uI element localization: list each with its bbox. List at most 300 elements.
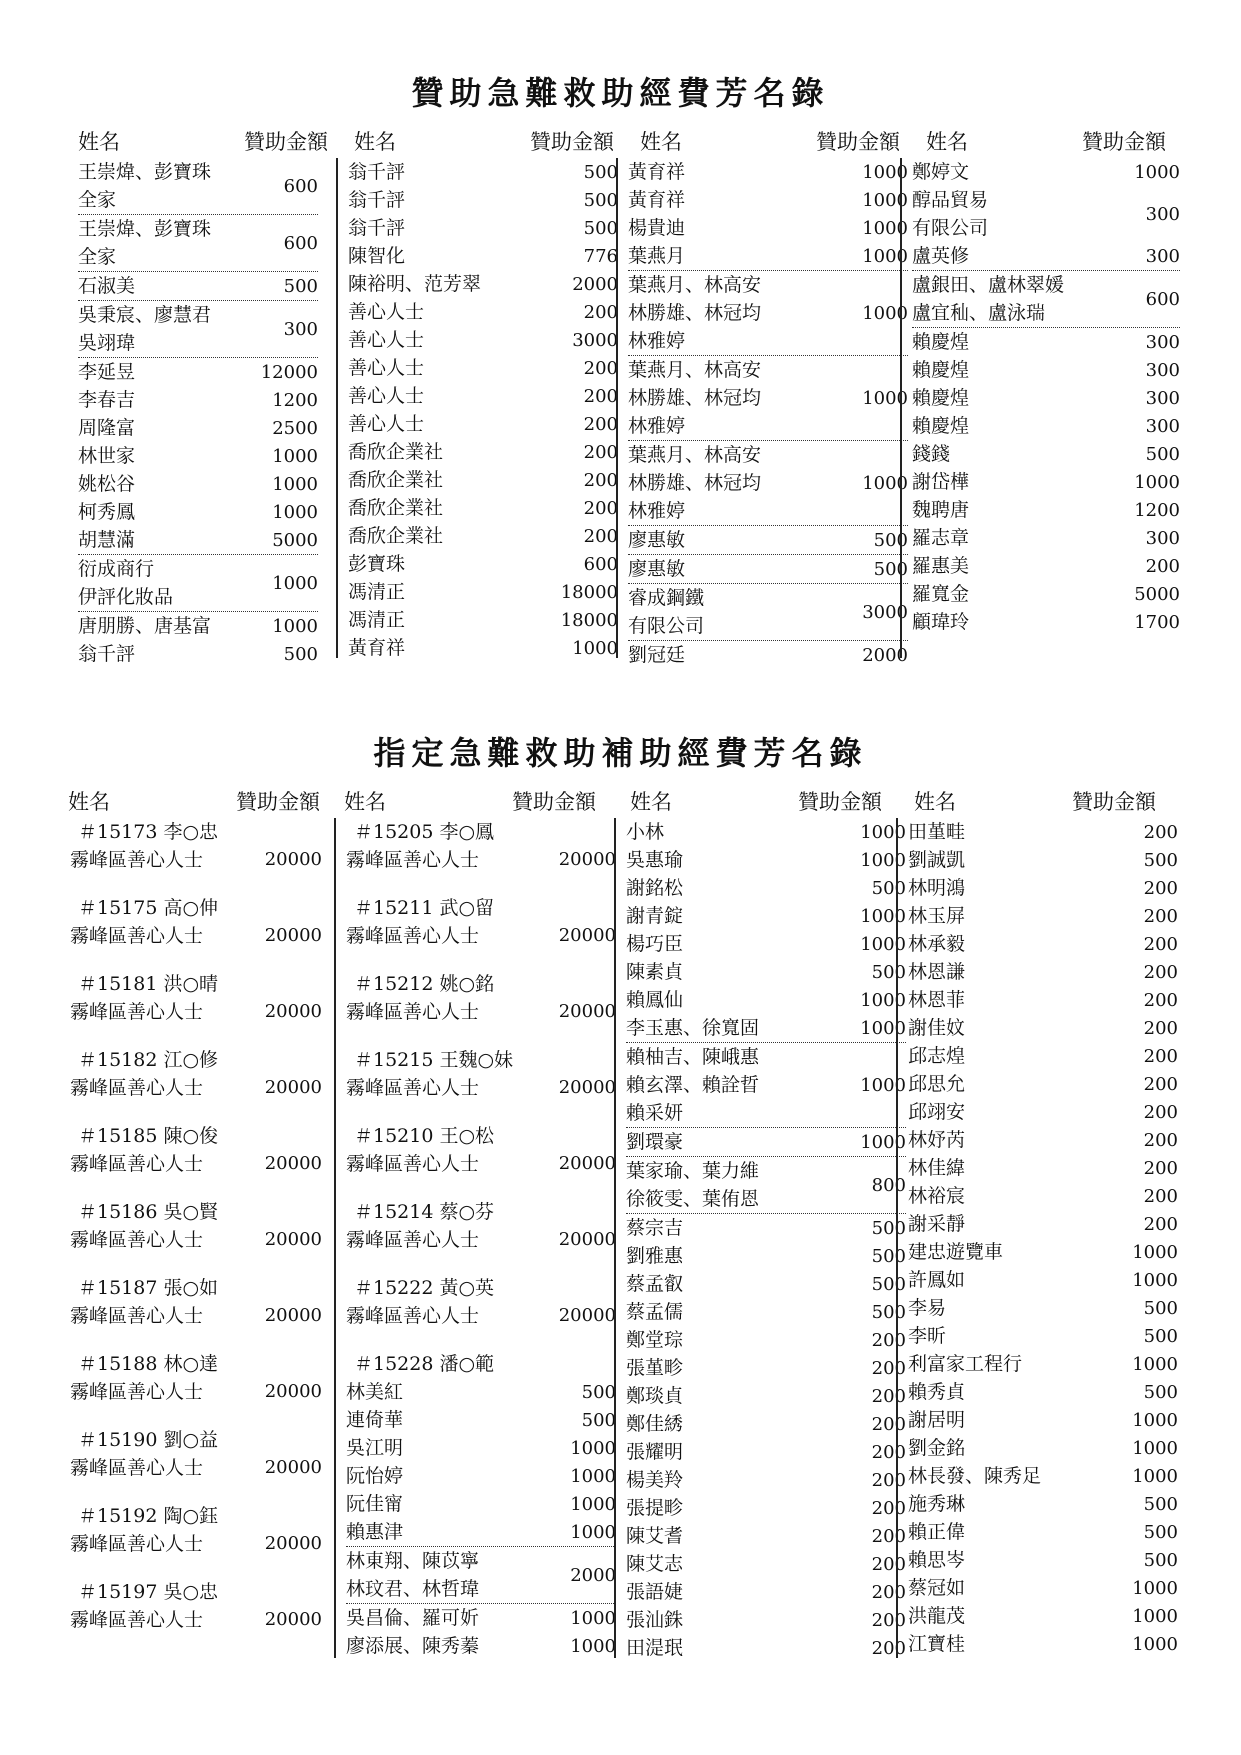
donor-entry xyxy=(908,930,1178,958)
donor-names xyxy=(908,846,1088,874)
donor-name: 蔡孟儒 xyxy=(626,1301,684,1323)
donor-name: 楊巧臣 xyxy=(626,933,684,955)
donor-name: 賴秀貞 xyxy=(908,1381,966,1403)
donor-name: 謝采靜 xyxy=(908,1213,966,1235)
donor-names xyxy=(78,414,228,442)
donor-name: 陳艾耆 xyxy=(626,1525,684,1547)
donor-entry xyxy=(628,271,908,356)
donor-name: 衍成商行 xyxy=(78,558,155,580)
donation-amount: 200 xyxy=(583,385,618,407)
donor-entry xyxy=(78,470,318,498)
donor-names xyxy=(78,498,228,526)
donor-entry xyxy=(78,301,318,358)
donor-name: 黃育祥 xyxy=(348,637,406,659)
case-number: ＃15215 王魏○妹 xyxy=(354,1049,514,1071)
donor-entry xyxy=(908,1210,1178,1238)
donor-names xyxy=(626,846,816,874)
case-donor-row xyxy=(70,1530,322,1558)
donor-name: 謝岱樺 xyxy=(912,471,970,493)
donor-name: 有限公司 xyxy=(912,217,989,239)
donor-names xyxy=(912,580,1090,608)
donor-entry xyxy=(626,1014,906,1043)
donor-entry xyxy=(346,1434,616,1462)
donation-amount: 200 xyxy=(1143,821,1178,843)
donation-amount: 200 xyxy=(871,1385,906,1407)
donor-entry xyxy=(348,214,618,242)
donation-amount: 500 xyxy=(583,161,618,183)
donor-names xyxy=(908,1294,1088,1322)
donor-names xyxy=(78,158,228,214)
donor-names xyxy=(346,1490,526,1518)
donor-entry xyxy=(908,1294,1178,1322)
donor-name: 霧峰區善心人士 xyxy=(70,925,204,947)
donor-entry xyxy=(626,1606,906,1634)
donor-name: 吳翊瑋 xyxy=(78,332,136,354)
donor-entry xyxy=(912,328,1180,356)
amount-header: 贊助金額 xyxy=(236,790,320,814)
donor-entry xyxy=(628,158,908,186)
donor-name: 胡慧滿 xyxy=(78,529,136,551)
donation-amount: 1700 xyxy=(1134,611,1180,633)
donor-column xyxy=(614,818,906,1658)
name-header: 姓名 xyxy=(354,130,396,154)
donor-entry xyxy=(628,441,908,526)
donor-entry xyxy=(626,1382,906,1410)
donor-name: 醇品貿易 xyxy=(912,189,989,211)
donation-amount: 500 xyxy=(581,1381,616,1403)
donation-amount: 200 xyxy=(871,1553,906,1575)
donor-name: 唐朋勝、唐基富 xyxy=(78,615,212,637)
donor-entry xyxy=(908,1322,1178,1350)
donor-entry xyxy=(346,1378,616,1406)
donor-name: 林承毅 xyxy=(908,933,966,955)
donor-names xyxy=(346,1378,526,1406)
donation-amount: 200 xyxy=(871,1581,906,1603)
donor-entry xyxy=(908,1574,1178,1602)
donor-name: 賴慶煌 xyxy=(912,387,970,409)
donor-entry xyxy=(908,1126,1178,1154)
donor-entry xyxy=(78,386,318,414)
donor-name: 善心人士 xyxy=(348,357,425,379)
donor-name: 喬欣企業社 xyxy=(348,525,444,547)
donation-amount: 1000 xyxy=(570,1635,616,1657)
donor-entry xyxy=(908,902,1178,930)
donor-entry xyxy=(348,410,618,438)
donor-entry xyxy=(346,1518,616,1547)
donation-amount: 1000 xyxy=(860,849,906,871)
amount-header: 贊助金額 xyxy=(816,130,900,154)
donor-entry xyxy=(628,526,908,555)
donor-entry xyxy=(348,270,618,298)
donor-names xyxy=(908,1350,1088,1378)
donor-names xyxy=(626,958,816,986)
donor-names xyxy=(912,328,1090,356)
donor-entry xyxy=(912,412,1180,440)
case-entry xyxy=(70,818,322,874)
donation-amount: 1000 xyxy=(1132,1269,1178,1291)
donor-name: 賴柚吉、陳峨惠 xyxy=(626,1046,760,1068)
case-entry xyxy=(70,1046,322,1102)
donation-amount: 20000 xyxy=(264,1229,322,1250)
case-entry xyxy=(346,1122,616,1178)
case-donor-row xyxy=(346,1074,616,1102)
donation-amount: 500 xyxy=(283,275,318,297)
donor-names xyxy=(78,555,228,611)
donor-name: 廖添展、陳秀蓁 xyxy=(346,1635,480,1657)
donation-amount: 2000 xyxy=(862,644,908,666)
donor-entry xyxy=(626,1326,906,1354)
donor-entry xyxy=(908,958,1178,986)
donor-entry xyxy=(908,1182,1178,1210)
donation-amount: 3000 xyxy=(572,329,618,351)
donor-names xyxy=(912,242,1090,270)
donation-amount: 1000 xyxy=(272,445,318,467)
donation-amount: 20000 xyxy=(264,1533,322,1554)
donor-entry xyxy=(346,1462,616,1490)
case-entry xyxy=(346,818,616,874)
donor-name: 喬欣企業社 xyxy=(348,441,444,463)
donor-entry xyxy=(348,354,618,382)
donor-name: 張耀明 xyxy=(626,1441,684,1463)
donor-entry xyxy=(908,1546,1178,1574)
donation-amount: 12000 xyxy=(260,361,318,383)
donor-entry xyxy=(908,986,1178,1014)
name-header: 姓名 xyxy=(78,130,120,154)
donor-names xyxy=(346,1604,526,1632)
donor-name: 林玉屏 xyxy=(908,905,966,927)
case-column xyxy=(70,818,322,1658)
donation-amount: 500 xyxy=(1143,1325,1178,1347)
donation-amount: 200 xyxy=(871,1609,906,1631)
donor-entry xyxy=(626,902,906,930)
donor-names xyxy=(348,214,528,242)
donor-names xyxy=(626,1043,816,1127)
donor-entry xyxy=(912,186,1180,242)
donor-names xyxy=(626,1326,816,1354)
donation-amount: 1000 xyxy=(1132,1465,1178,1487)
donor-name: 謝佳妏 xyxy=(908,1017,966,1039)
donor-names xyxy=(912,608,1090,636)
donor-entry xyxy=(348,298,618,326)
donor-name: 馮清正 xyxy=(348,581,406,603)
donor-names xyxy=(626,1354,816,1382)
donor-name: 善心人士 xyxy=(348,413,425,435)
donor-names xyxy=(912,186,1090,242)
donor-entry xyxy=(908,1042,1178,1070)
donor-entry xyxy=(628,242,908,271)
donation-amount: 500 xyxy=(1145,443,1180,465)
donation-amount: 1000 xyxy=(1134,161,1180,183)
donor-entry xyxy=(908,1490,1178,1518)
donation-amount: 1000 xyxy=(570,1521,616,1543)
donor-entry xyxy=(626,1522,906,1550)
donation-amount: 200 xyxy=(1143,961,1178,983)
donor-name: 霧峰區善心人士 xyxy=(346,1001,480,1023)
donor-name: 林雅婷 xyxy=(628,415,686,437)
donor-entry xyxy=(348,326,618,354)
case-donor-row xyxy=(70,998,322,1026)
donation-amount: 1000 xyxy=(860,821,906,843)
case-donor-row xyxy=(346,846,616,874)
donor-names xyxy=(628,158,818,186)
donor-name: 喬欣企業社 xyxy=(348,469,444,491)
donation-amount: 200 xyxy=(1143,933,1178,955)
case-number: ＃15228 潘○範 xyxy=(354,1353,495,1375)
donor-entry xyxy=(908,1630,1178,1658)
donor-names xyxy=(346,1632,526,1660)
donor-entry xyxy=(348,466,618,494)
donor-name: 施秀琳 xyxy=(908,1493,966,1515)
donation-amount: 500 xyxy=(583,217,618,239)
donor-name: 李玉惠、徐寬固 xyxy=(626,1017,760,1039)
donor-entry xyxy=(908,1098,1178,1126)
donation-amount: 20000 xyxy=(264,1457,322,1478)
donor-entry xyxy=(912,496,1180,524)
donor-entry xyxy=(912,524,1180,552)
donor-name: 徐筱雯、葉侑恩 xyxy=(626,1188,760,1210)
donation-amount: 500 xyxy=(1143,1381,1178,1403)
donor-entry xyxy=(78,215,318,272)
donation-amount: 1000 xyxy=(570,1607,616,1629)
donation-amount: 200 xyxy=(871,1525,906,1547)
donor-name: 霧峰區善心人士 xyxy=(346,925,480,947)
donor-name: 劉雅惠 xyxy=(626,1245,684,1267)
donation-amount: 500 xyxy=(283,643,318,665)
donor-names xyxy=(912,468,1090,496)
donor-names xyxy=(626,1242,816,1270)
donation-amount: 1000 xyxy=(860,933,906,955)
donation-amount: 5000 xyxy=(1134,583,1180,605)
donation-amount: 20000 xyxy=(558,849,616,870)
donor-entry xyxy=(628,584,908,641)
donation-amount: 200 xyxy=(1143,1017,1178,1039)
donor-name: 賴慶煌 xyxy=(912,359,970,381)
donor-names xyxy=(626,1157,816,1213)
column-header xyxy=(344,788,596,816)
donor-entry xyxy=(912,552,1180,580)
case-donor-row xyxy=(70,1150,322,1178)
donation-amount: 200 xyxy=(1143,1129,1178,1151)
column-header xyxy=(914,788,1156,816)
donor-name: 葉燕月 xyxy=(628,245,686,267)
name-header: 姓名 xyxy=(640,130,682,154)
donor-entry xyxy=(908,846,1178,874)
donor-entry xyxy=(626,1634,906,1662)
donor-name: 連倚華 xyxy=(346,1409,404,1431)
sponsor-section xyxy=(0,70,1241,666)
donor-name: 賴思岑 xyxy=(908,1549,966,1571)
column-header xyxy=(78,128,328,156)
donor-name: 盧宜秈、盧泳瑞 xyxy=(912,302,1046,324)
case-number: ＃15182 江○修 xyxy=(78,1049,219,1071)
donor-name: 翁千評 xyxy=(78,643,136,665)
donation-amount: 200 xyxy=(1143,989,1178,1011)
amount-header: 贊助金額 xyxy=(530,130,614,154)
column-header xyxy=(630,788,882,816)
donation-amount: 1000 xyxy=(860,1017,906,1039)
donor-name: 翁千評 xyxy=(348,217,406,239)
donor-column xyxy=(616,158,908,666)
donor-names xyxy=(908,930,1088,958)
donor-names xyxy=(912,412,1090,440)
donor-name: 霧峰區善心人士 xyxy=(70,1457,204,1479)
donor-entry xyxy=(348,438,618,466)
donation-amount: 18000 xyxy=(560,609,618,631)
donor-entry xyxy=(348,550,618,578)
donor-names xyxy=(78,301,228,357)
donation-amount: 20000 xyxy=(558,1305,616,1326)
donor-names xyxy=(626,1410,816,1438)
donor-names xyxy=(908,1098,1088,1126)
donor-entry xyxy=(628,214,908,242)
donor-names xyxy=(628,441,818,525)
donation-amount: 1000 xyxy=(570,1465,616,1487)
donation-amount: 600 xyxy=(283,232,318,254)
donor-names xyxy=(626,1298,816,1326)
donor-name: 全家 xyxy=(78,246,117,268)
case-number: ＃15187 張○如 xyxy=(78,1277,219,1299)
donation-amount: 1000 xyxy=(862,302,908,324)
donation-amount: 300 xyxy=(1145,415,1180,437)
donor-names xyxy=(626,818,816,846)
donation-amount: 20000 xyxy=(558,1229,616,1250)
donor-name: 林雅婷 xyxy=(628,330,686,352)
donor-name: 顧瑋玲 xyxy=(912,611,970,633)
donation-amount: 200 xyxy=(1143,905,1178,927)
donor-name: 林勝雄、林冠均 xyxy=(628,302,762,324)
donor-names xyxy=(908,958,1088,986)
donor-names xyxy=(908,818,1088,846)
donation-amount: 200 xyxy=(1143,1157,1178,1179)
donor-entry xyxy=(626,874,906,902)
case-number: ＃15197 吳○忠 xyxy=(78,1581,219,1603)
donor-name: 黃育祥 xyxy=(628,189,686,211)
case-donor-row xyxy=(70,846,322,874)
case-number: ＃15222 黃○英 xyxy=(354,1277,495,1299)
donor-name: 林恩謙 xyxy=(908,961,966,983)
donor-name: 羅惠美 xyxy=(912,555,970,577)
donation-amount: 1000 xyxy=(862,387,908,409)
donor-names xyxy=(908,1014,1088,1042)
donor-names xyxy=(908,1406,1088,1434)
case-donor-row xyxy=(70,1226,322,1254)
donor-name: 阮佳甯 xyxy=(346,1493,404,1515)
donor-entry xyxy=(78,272,318,301)
donor-names xyxy=(908,1266,1088,1294)
donation-amount: 20000 xyxy=(264,1381,322,1402)
donor-name: 劉冠廷 xyxy=(628,644,686,666)
donor-names xyxy=(908,1322,1088,1350)
donation-amount: 1000 xyxy=(1132,1605,1178,1627)
donor-entry xyxy=(912,608,1180,636)
donor-entry xyxy=(346,1490,616,1518)
donor-names xyxy=(626,902,816,930)
donor-names xyxy=(348,410,528,438)
donor-name: 邱翊安 xyxy=(908,1101,966,1123)
donor-names xyxy=(626,930,816,958)
donor-names xyxy=(348,522,528,550)
donor-names xyxy=(346,1462,526,1490)
case-donor-row xyxy=(70,1074,322,1102)
donor-names xyxy=(908,1238,1088,1266)
donation-amount: 500 xyxy=(871,1301,906,1323)
donation-amount: 500 xyxy=(583,189,618,211)
donor-name: 林雅婷 xyxy=(628,500,686,522)
donor-entry xyxy=(78,640,318,668)
name-header: 姓名 xyxy=(926,130,968,154)
donation-amount: 500 xyxy=(1143,849,1178,871)
donor-name: 林佳緯 xyxy=(908,1157,966,1179)
donor-name: 陳素貞 xyxy=(626,961,684,983)
donor-name: 王崇煒、彭寶珠 xyxy=(78,161,212,183)
donor-name: 楊美羚 xyxy=(626,1469,684,1491)
name-header: 姓名 xyxy=(68,790,110,814)
donation-amount: 200 xyxy=(871,1441,906,1463)
donation-amount: 20000 xyxy=(264,1001,322,1022)
donor-names xyxy=(78,442,228,470)
donor-entry xyxy=(626,958,906,986)
case-entry xyxy=(346,1350,616,1378)
donor-name: 謝居明 xyxy=(908,1409,966,1431)
donation-amount: 200 xyxy=(583,497,618,519)
donor-entry xyxy=(908,1462,1178,1490)
donor-name: 霧峰區善心人士 xyxy=(346,1229,480,1251)
donor-names xyxy=(626,874,816,902)
donor-entry xyxy=(626,1128,906,1157)
donor-names xyxy=(348,550,528,578)
case-number: ＃15173 李○忠 xyxy=(78,821,219,843)
donor-entry xyxy=(78,498,318,526)
donor-name: 許鳳如 xyxy=(908,1269,966,1291)
donor-name: 謝銘松 xyxy=(626,877,684,899)
donation-amount: 500 xyxy=(871,1217,906,1239)
donation-amount: 20000 xyxy=(558,1077,616,1098)
donor-entry xyxy=(908,1266,1178,1294)
case-entry xyxy=(70,894,322,950)
donor-name: 翁千評 xyxy=(348,161,406,183)
case-number: ＃15210 王○松 xyxy=(354,1125,495,1147)
donor-entry xyxy=(78,442,318,470)
donor-name: 盧英修 xyxy=(912,245,970,267)
donor-entry xyxy=(346,1604,616,1632)
donation-amount: 2000 xyxy=(570,1564,616,1586)
donor-names xyxy=(348,438,528,466)
case-entry xyxy=(70,970,322,1026)
donor-name: 廖惠敏 xyxy=(628,529,686,551)
donor-entry xyxy=(346,1632,616,1660)
donor-name: 葉家瑜、葉力維 xyxy=(626,1160,760,1182)
donor-name: 李延昱 xyxy=(78,361,136,383)
donor-name: 霧峰區善心人士 xyxy=(346,1077,480,1099)
donor-names xyxy=(908,1126,1088,1154)
donor-names xyxy=(908,1182,1088,1210)
case-donor-row xyxy=(70,1378,322,1406)
donation-amount: 1000 xyxy=(860,1074,906,1096)
donor-name: 邱思允 xyxy=(908,1073,966,1095)
column-header xyxy=(68,788,320,816)
donation-amount: 500 xyxy=(581,1409,616,1431)
donation-amount: 500 xyxy=(1143,1493,1178,1515)
donation-amount: 200 xyxy=(1143,1213,1178,1235)
case-entry xyxy=(346,894,616,950)
donor-names xyxy=(628,356,818,440)
donor-entry xyxy=(908,818,1178,846)
donor-entry xyxy=(908,1350,1178,1378)
donation-amount: 2000 xyxy=(572,273,618,295)
donor-entry xyxy=(626,1298,906,1326)
donation-amount: 200 xyxy=(871,1637,906,1659)
donor-names xyxy=(628,186,818,214)
